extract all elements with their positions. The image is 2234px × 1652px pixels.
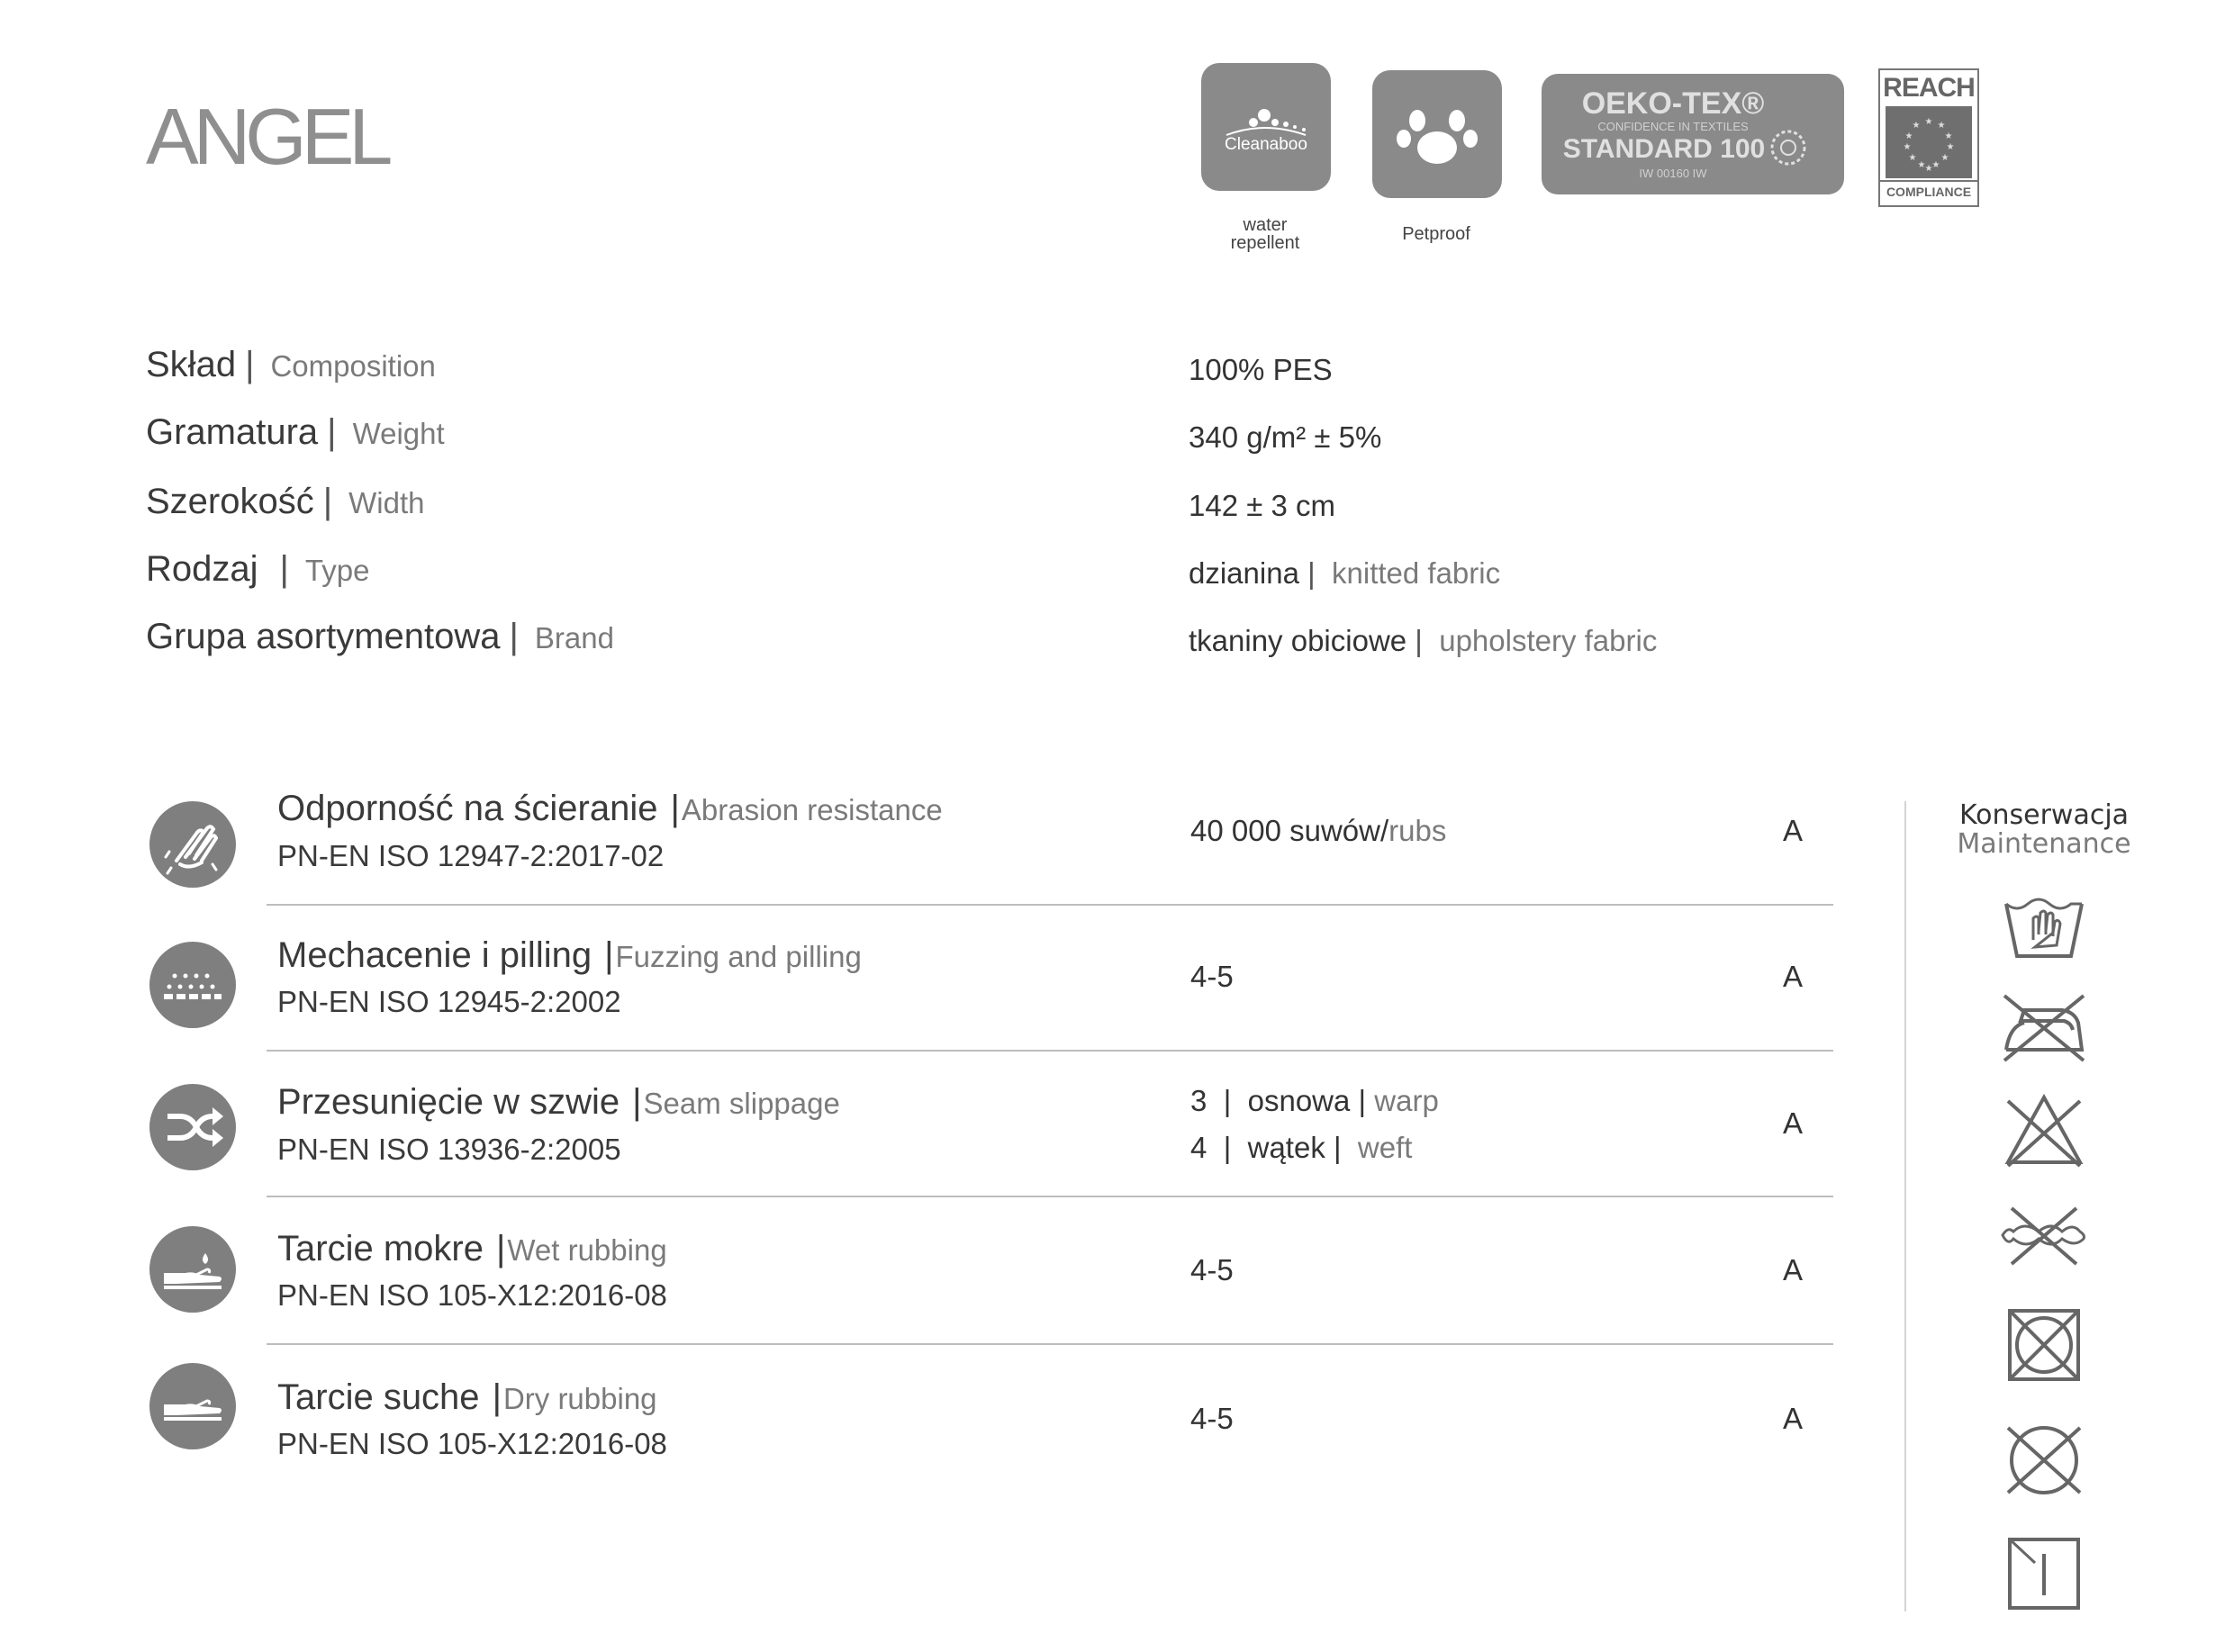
line-dry-icon [1999,1536,2089,1611]
test-grade-dry: A [1783,1402,1804,1435]
test-value-wet: 4-5 [1190,1253,1234,1286]
test-title-pilling: Mechacenie i pilling | Fuzzing and pilling [277,935,862,975]
svg-text:★: ★ [1924,164,1933,174]
maintenance-title: Konserwacja [1958,799,2130,831]
petproof-badge [1372,70,1502,198]
test-standard-abrasion: PN-EN ISO 12947-2:2017-02 [277,839,665,872]
do-not-iron-icon [1999,990,2089,1066]
row-divider [267,1050,1833,1052]
test-value-seam-warp: 3 | osnowa | warp [1190,1084,1439,1117]
svg-text:IW 00160 IW: IW 00160 IW [1639,167,1707,180]
svg-text:Cleanaboo: Cleanaboo [1225,135,1307,154]
svg-text:★: ★ [1903,142,1912,152]
shuffle-arrows-icon [149,1084,236,1170]
oekotex-logo-icon [1542,74,1844,194]
svg-text:OEKO-TEX®: OEKO-TEX® [1581,86,1765,121]
cleanaboo-badge [1201,63,1331,191]
test-title-dry: Tarcie suche | Dry rubbing [277,1377,657,1417]
test-standard-dry: PN-EN ISO 105-X12:2016-08 [277,1427,667,1460]
row-divider [267,1196,1833,1197]
spec-row-width: Szerokość | Width [146,482,425,521]
svg-text:STANDARD 100: STANDARD 100 [1562,134,1766,164]
maintenance-subtitle: Maintenance [1957,828,2131,860]
oekotex-badge [1542,74,1844,194]
test-value-pilling: 4-5 [1190,960,1234,993]
do-not-tumble-dry-icon [1999,1307,2089,1383]
wet-rubbing-icon [149,1226,236,1313]
test-value-dry: 4-5 [1190,1402,1234,1435]
paw-icon [1372,70,1502,198]
hand-wash-icon [1999,891,2089,967]
dry-rubbing-icon [149,1363,236,1449]
test-value-abrasion: 40 000 suwów/ rubs [1190,814,1447,847]
test-grade-seam: A [1783,1106,1804,1140]
test-value-seam-weft: 4 | wątek | weft [1190,1131,1413,1164]
separator: | [509,617,519,656]
svg-text:★: ★ [1908,153,1917,163]
svg-text:★: ★ [1946,142,1955,152]
test-title-abrasion: Odporność na ścieranie | Abrasion resistance [277,789,943,828]
separator: | [245,345,255,384]
test-standard-wet: PN-EN ISO 105-X12:2016-08 [277,1278,667,1312]
product-title: ANGEL [146,92,388,181]
spec-value-width: 142 ± 3 cm [1189,489,1336,522]
spec-value-composition: 100% PES [1189,353,1333,386]
row-divider [267,904,1833,906]
svg-text:★: ★ [1904,131,1913,141]
svg-text:★: ★ [1924,117,1933,127]
do-not-dry-clean-icon [1999,1422,2089,1498]
test-grade-pilling: A [1783,960,1804,993]
svg-text:★: ★ [1931,160,1940,170]
test-standard-seam: PN-EN ISO 13936-2:2005 [277,1133,621,1166]
test-grade-abrasion: A [1783,814,1804,847]
spec-row-type: Rodzaj | Type [146,549,370,589]
petproof-label: Petproof [1402,224,1470,244]
spec-value-weight: 340 g/m² ± 5% [1189,420,1382,454]
maintenance-divider [1904,801,1906,1611]
pilling-dots-icon [149,942,236,1028]
svg-text:CONFIDENCE IN TEXTILES: CONFIDENCE IN TEXTILES [1597,120,1749,133]
reach-badge: REACH ★ ★ ★ ★ ★ ★ ★ ★ ★ ★ ★ ★ COMPLIANCE [1878,68,1979,207]
spec-row-brand: Grupa asortymentowa | Brand [146,617,614,656]
test-standard-pilling: PN-EN ISO 12945-2:2002 [277,985,621,1018]
test-grade-wet: A [1783,1253,1804,1286]
test-title-wet: Tarcie mokre | Wet rubbing [277,1229,667,1268]
separator: | [322,482,333,521]
separator: | [279,549,289,589]
cleanaboo-logo-icon [1201,63,1331,191]
do-not-bleach-icon [1999,1094,2089,1169]
spec-value-type: dzianina | knitted fabric [1189,556,1501,590]
svg-text:★: ★ [1940,153,1949,163]
test-title-seam: Przesunięcie w szwie | Seam slippage [277,1082,840,1122]
svg-text:★: ★ [1937,121,1946,131]
row-divider [267,1343,1833,1345]
svg-text:★: ★ [1917,160,1926,170]
separator: | [327,412,337,452]
do-not-wring-icon [1999,1196,2089,1271]
hand-abrasion-icon [149,801,236,888]
eu-stars-icon [1886,106,1972,178]
spec-row-weight: Gramatura | Weight [146,412,445,452]
svg-text:★: ★ [1912,121,1921,131]
svg-text:★: ★ [1944,131,1953,141]
spec-value-brand: tkaniny obiciowe | upholstery fabric [1189,624,1658,657]
spec-row-composition: Skład | Composition [146,345,436,384]
cleanaboo-label: water repellent [1230,215,1300,253]
